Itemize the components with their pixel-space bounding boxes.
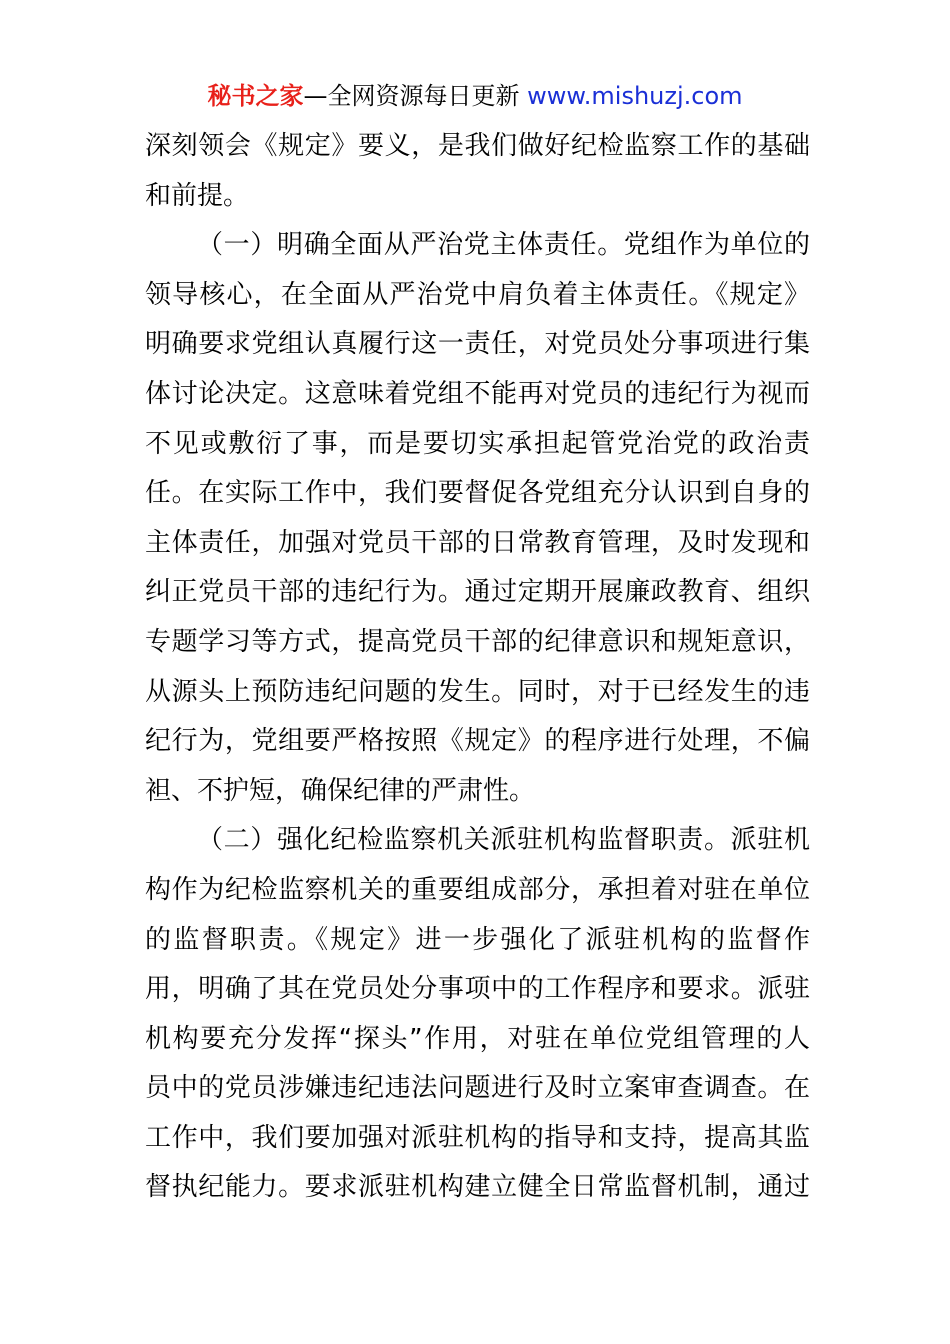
text-line: 从源头上预防违纪问题的发生。同时，对于已经发生的违 [145,676,810,707]
text-line: 主体责任，加强对党员干部的日常教育管理，及时发现和 [145,527,810,558]
text-line: （二）强化纪检监察机关派驻机构监督职责。派驻机 [197,825,810,856]
header-tagline: —全网资源每日更新 [303,82,520,110]
site-url: www.mishuzj.com [527,82,743,110]
text-line: 机构要充分发挥“探头”作用，对驻在单位党组管理的人 [145,1023,810,1054]
text-line: 体讨论决定。这意味着党组不能再对党员的违纪行为视而 [145,378,810,409]
text-line: 不见或敷衍了事，而是要切实承担起管党治党的政治责 [145,428,810,459]
text-line: 领导核心，在全面从严治党中肩负着主体责任。《规定》 [145,279,810,310]
text-line: 的监督职责。《规定》进一步强化了派驻机构的监督作 [145,924,810,955]
text-line: 工作中，我们要加强对派驻机构的指导和支持，提高其监 [145,1122,810,1153]
brand-name: 秘书之家 [207,82,304,110]
text-line: 构作为纪检监察机关的重要组成部分，承担着对驻在单位 [145,874,810,905]
paragraph-section-2 [145,816,810,1213]
text-line: 明确要求党组认真履行这一责任，对党员处分事项进行集 [145,329,810,360]
site-header [0,80,950,112]
text-line: 用，明确了其在党员处分事项中的工作程序和要求。派驻 [145,974,810,1005]
text-line: 督执纪能力。要求派驻机构建立健全日常监督机制，通过 [145,1172,810,1203]
text-line: 员中的党员涉嫌违纪违法问题进行及时立案审查调查。在 [145,1073,810,1104]
text-line: 纠正党员干部的违纪行为。通过定期开展廉政教育、组织 [145,577,810,608]
document-body [145,122,810,1213]
paragraph-intro [145,122,810,221]
text-line: 和前提。 [145,180,250,211]
text-line: 深刻领会《规定》要义，是我们做好纪检监察工作的基础 [145,131,810,161]
paragraph-section-1 [145,221,810,816]
text-line: 袒、不护短，确保纪律的严肃性。 [145,775,536,806]
text-line: 任。在实际工作中，我们要督促各党组充分认识到自身的 [145,478,810,509]
text-line: 纪行为，党组要严格按照《规定》的程序进行处理，不偏 [145,726,810,757]
text-line: 专题学习等方式，提高党员干部的纪律意识和规矩意识， [145,626,810,657]
text-line: （一）明确全面从严治党主体责任。党组作为单位的 [197,230,810,261]
